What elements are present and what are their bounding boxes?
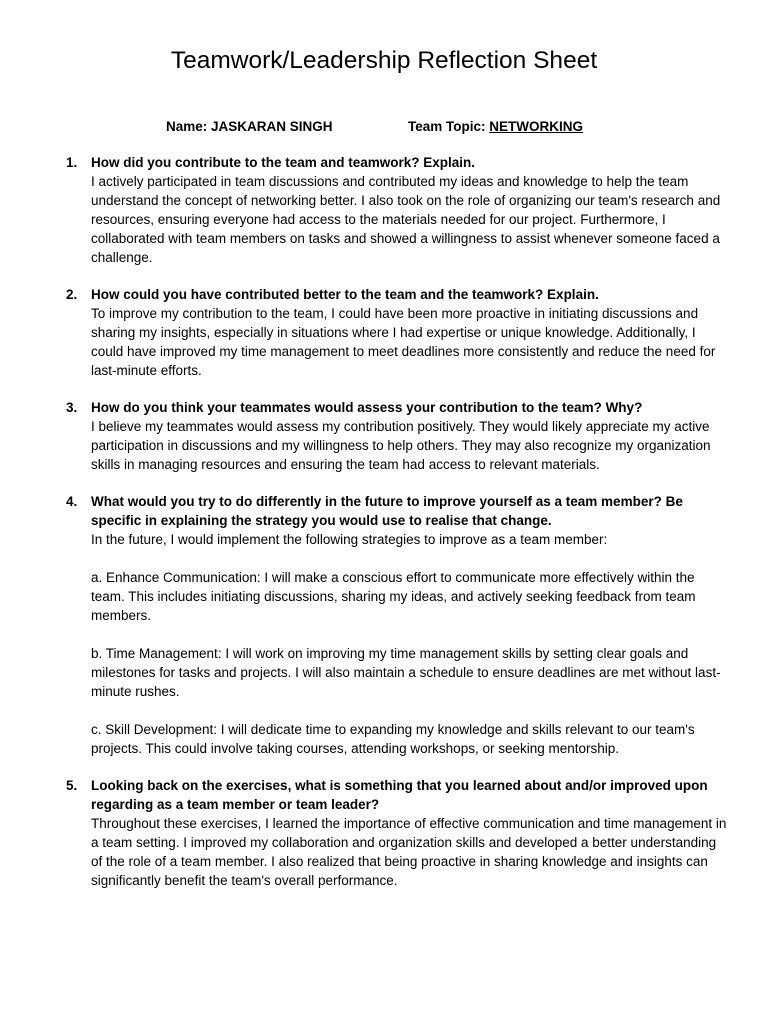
question-number: 5. <box>66 778 78 793</box>
strategy-communication: a. Enhance Communication: I will make a conscious effort to communicate more effectively within the team. This includes initiating discussions, sharing my ideas, and actively seeking feedback from team members. <box>91 570 696 623</box>
team-topic-value: NETWORKING <box>489 119 584 134</box>
question-text: How do you think your teammates would assess your contribution to the team? Why? <box>91 400 643 415</box>
question-item-3 <box>66 398 728 474</box>
page-title: Teamwork/Leadership Reflection Sheet <box>170 47 598 74</box>
answer-text: I believe my teammates would assess my contribution positively. They would likely appreciate my active participation in discussions and my willingness to help others. They may also recognize my organization skills in managing resources and ensuring the team had access to relevant materials. <box>91 419 711 472</box>
answer-text: In the future, I would implement the following strategies to improve as a team member: <box>91 532 608 547</box>
question-item-2 <box>66 285 728 380</box>
question-text: Looking back on the exercises, what is something that you learned about and/or improved upon regarding as a team member or team leader? <box>91 778 708 812</box>
question-text: What would you try to do differently in the future to improve yourself as a team member? Be specific in explaining the strategy you would use to realise that change. <box>91 494 683 528</box>
answer-text: I actively participated in team discussions and contributed my ideas and knowledge to help the team understand the concept of networking better. I also took on the role of organizing our team's research and resources, ensuring everyone had access to the materials needed for our project. Furthermore, I collaborated with team members on tasks and showed a willingness to assist whenever someone faced a challenge. <box>91 174 721 265</box>
question-number: 4. <box>66 494 78 509</box>
question-text: How did you contribute to the team and teamwork? Explain. <box>91 155 476 170</box>
question-list <box>66 153 728 908</box>
answer-text: To improve my contribution to the team, I could have been more proactive in initiating discussions and sharing my insights, especially in situations where I had expertise or unique knowledge. Additionally, I could have improved my time management to meet deadlines more consistently and reduce the need for last-minute efforts. <box>91 306 716 378</box>
question-item-4 <box>66 492 728 758</box>
question-text: How could you have contributed better to the team and the teamwork? Explain. <box>91 287 599 302</box>
question-item-5 <box>66 776 728 890</box>
team-topic <box>408 117 583 137</box>
question-number: 3. <box>66 400 78 415</box>
question-item-1 <box>66 153 728 267</box>
question-number: 2. <box>66 287 78 302</box>
question-number: 1. <box>66 155 78 170</box>
team-topic-label: Team Topic: <box>408 119 490 134</box>
student-name: Name: JASKARAN SINGH <box>166 119 333 134</box>
answer-text: Throughout these exercises, I learned the importance of effective communication and time management in a team setting. I improved my collaboration and organization skills and developed a better understanding of the role of a team member. I also realized that being proactive in sharing knowledge and insights can significantly benefit the team's overall performance. <box>91 816 727 888</box>
strategy-time-management: b. Time Management: I will work on improving my time management skills by setting clear goals and milestones for tasks and projects. I will also maintain a schedule to ensure deadlines are met without last-minute rushes. <box>91 646 721 699</box>
strategy-skill-development: c. Skill Development: I will dedicate time to expanding my knowledge and skills relevant to our team's projects. This could involve taking courses, attending workshops, or seeking mentorship. <box>91 722 695 756</box>
header-line <box>0 117 768 137</box>
